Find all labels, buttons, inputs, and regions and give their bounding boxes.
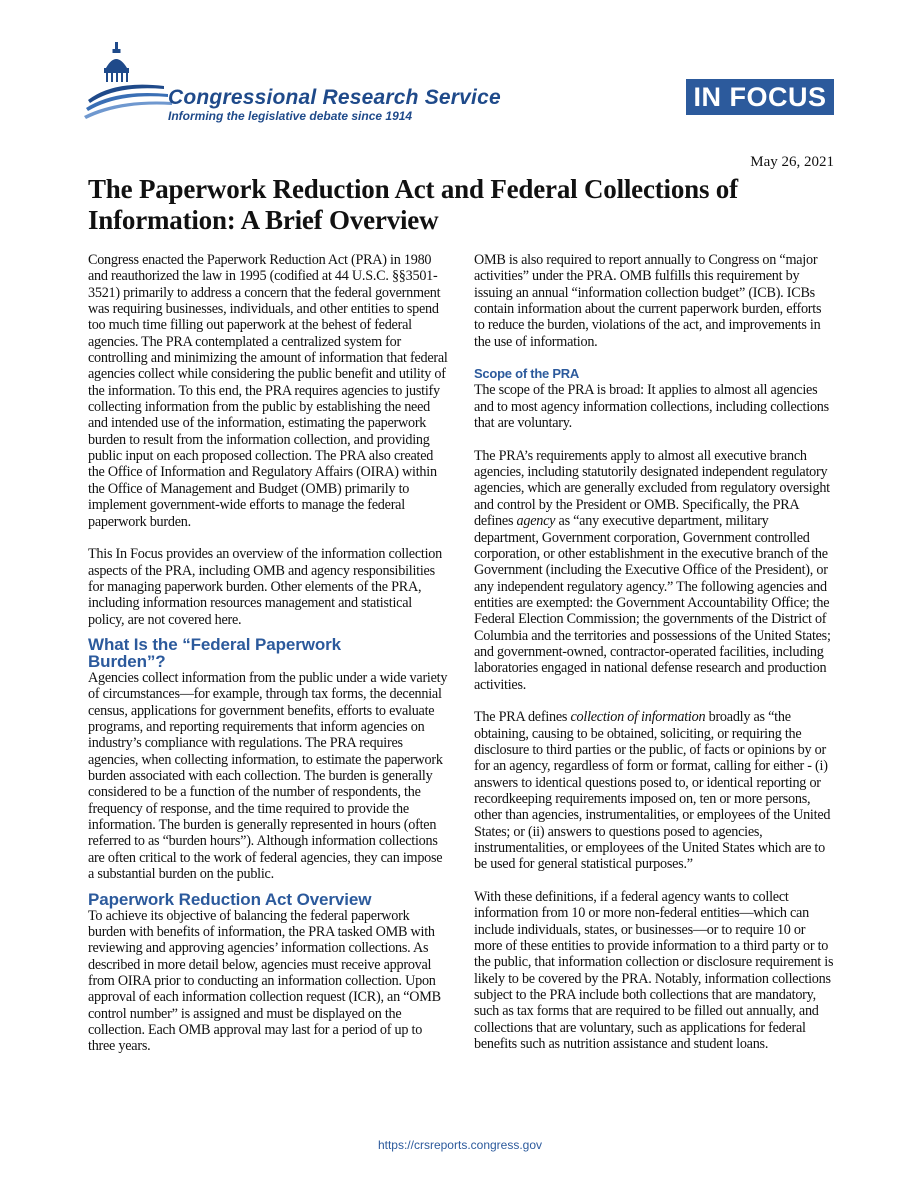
collection-text-b: broadly as “the obtaining, causing to be obtained, soliciting, or requiring the disclosure to third parties or the public, of facts or opinions by or for an agency, regardless of form or format, calling for either - (i) answers to identical questions posed to, or identical reporting or recordkeeping requirements imposed on, ten or more persons, other than agencies, instrumentalities, or employees of the United States; or (ii) answers to questions posed to agencies, instrumentalities, or employees of the United States which are to be used for general statistical purposes.” <box>474 709 831 873</box>
section-heading-burden: What Is the “Federal Paperwork Burden”? <box>88 634 342 671</box>
agency-text-a: The PRA’s requirements apply to almost all executive branch agencies, including statutorily designated independent regulatory agencies, which are generally excluded from regulatory oversight and control by the President or OMB. Specifically, the PRA defines <box>474 447 830 530</box>
collection-definition-paragraph <box>474 709 834 872</box>
org-name: Congressional Research Service <box>168 86 501 109</box>
overview-paragraph: To achieve its objective of balancing the federal paperwork burden with benefits of information, the PRA tasked OMB with reviewing and approving agencies’ information collections. As described in more detail below, agencies must receive approval from OIRA prior to conducting an information collection. Upon approval of each information collection request (ICR), an “OMB control number” is assigned and must be displayed on the collection. Each OMB approval may last for a period of up to three years. <box>88 907 441 1055</box>
in-focus-badge: IN FOCUS <box>686 79 834 115</box>
agency-definition-paragraph <box>474 448 834 693</box>
scope-note-paragraph: This In Focus provides an overview of the information collection aspects of the PRA, including OMB and agency responsibilities for managing paperwork burden. Other elements of the PRA, including information resources management and statistical policy, are not covered here. <box>88 546 442 628</box>
scope-paragraph: The scope of the PRA is broad: It applies to almost all agencies and to most agency information collections, including collections that are voluntary. <box>474 382 829 432</box>
agency-text-b: as “any executive department, military department, Government corporation, Government controlled corporation, or other establishment in the executive branch of the Government (including the Executive Office of the President), or any independent regulatory agency.” The following agencies and entities are exempted: the Government Accountability Office; the Federal Election Commission; the governments of the District of Columbia and the territories and possessions of the United States; and government-owned, contractor-operated facilities, including laboratories engaged in national defense research and production activities. <box>474 513 831 693</box>
org-tagline: Informing the legislative debate since 1914 <box>168 109 413 123</box>
collection-text-a: The PRA defines <box>474 709 571 726</box>
section-heading-overview: Paperwork Reduction Act Overview <box>88 889 372 909</box>
capitol-dome-icon <box>84 42 174 124</box>
section-heading-scope: Scope of the PRA <box>474 366 580 382</box>
coverage-paragraph: With these definitions, if a federal agency wants to collect information from 10 or more non-federal entities—which can include individuals, states, or businesses—or to require 10 or more of these entities to provide information to a third party or to the public, that information collection or disclosure requirement is likely to be covered by the PRA. Notably, information collections subject to the PRA include both collections that are mandatory, such as tax forms that are required to be filled out annually, and collections that are voluntary, such as applications for federal benefits such as nutrition assistance and student loans. <box>474 889 834 1053</box>
page-title: The Paperwork Reduction Act and Federal Collections of Information: A Brief Overview <box>88 174 738 235</box>
publication-date: May 26, 2021 <box>750 154 834 170</box>
left-column <box>88 252 448 1055</box>
collection-term: collection of information <box>570 709 706 726</box>
icb-paragraph: OMB is also required to report annually to Congress on “major activities” under the PRA. OMB fulfills this requirement by issuing an annual “information collection budget” (ICB). ICBs contain information about the current paperwork burden, efforts to reduce the burden, violations of the act, and improvements in the use of information. <box>474 252 822 350</box>
footer-link[interactable]: https://crsreports.congress.gov <box>377 1138 543 1152</box>
burden-paragraph: Agencies collect information from the public under a wide variety of circumstances—for example, through tax forms, the decennial census, applications for government benefits, efforts to evaluate programs, and reporting requirements that inform agencies on industry’s compliance with regulations. The PRA requires agencies, when collecting information, to estimate the paperwork burden associated with each collection. The burden is generally considered to be a function of the number of respondents, the frequency of response, and the time required to provide the information. The burden is generally represented in hours (often referred to as “burden hours”). Although information collections are often critical to the work of federal agencies, they can impose a substantial burden on the public. <box>88 669 448 883</box>
agency-term: agency <box>516 513 556 530</box>
intro-paragraph: Congress enacted the Paperwork Reduction Act (PRA) in 1980 and reauthorized the law in 1995 (codified at 44 U.S.C. §§3501-3521) primarily to address a concern that the federal government was requiring businesses, individuals, and other entities to spend too much time filling out paperwork at the behest of federal agencies. The PRA contemplated a centralized system for controlling and minimizing the amount of information that federal agencies collect while considering the public benefit and utility of the information. To this end, the PRA requires agencies to justify collecting information from the public by establishing the need and intended use of the information, estimating the paperwork burden to result from the information collection, and providing public input on each proposed collection. The PRA also created the Office of Information and Regulatory Affairs (OIRA) within the Office of Management and Budget (OMB) primarily to implement government-wide efforts to manage the federal paperwork burden. <box>88 252 448 530</box>
right-column <box>474 252 834 1053</box>
